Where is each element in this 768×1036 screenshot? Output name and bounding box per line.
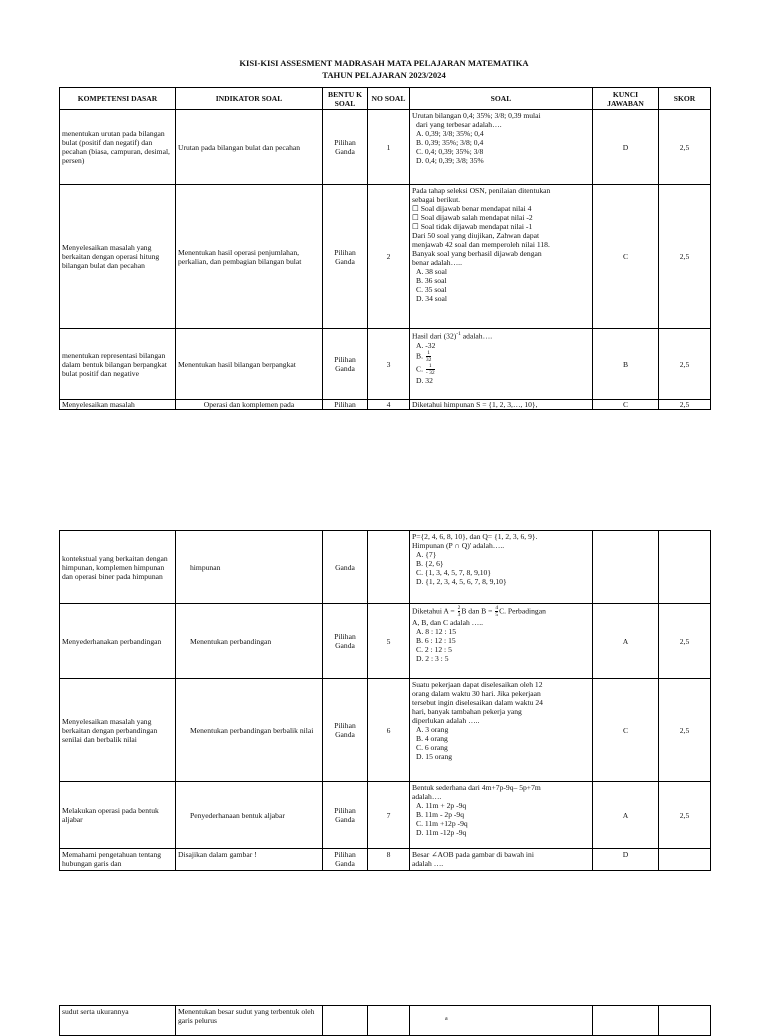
skor-cell: 2,5	[659, 782, 711, 849]
option-c: C. 2 : 12 : 5	[416, 645, 452, 654]
bentuk-cell	[323, 1006, 368, 1036]
kd-cell: Menyelesaikan masalah yang berkaitan dengan perbandingan senilai dan berbalik nilai	[60, 679, 176, 782]
soal-cell	[410, 329, 593, 400]
kunci-cell	[593, 1006, 659, 1036]
col-skor: SKOR	[659, 88, 711, 110]
numerator: 2	[457, 605, 461, 611]
kunci-cell: A	[593, 604, 659, 679]
soal-line: orang dalam waktu 30 hari. Jika pekerjaan	[412, 689, 541, 698]
skor-cell	[659, 1006, 711, 1036]
option-d: D. 34 soal	[416, 294, 448, 303]
soal-cell	[410, 782, 593, 849]
no-cell: 3	[368, 329, 410, 400]
soal-line: Suatu pekerjaan dapat diselesaikan oleh 12	[412, 680, 543, 689]
no-cell: 5	[368, 604, 410, 679]
option-label: C.	[416, 363, 423, 373]
no-cell: 7	[368, 782, 410, 849]
soal-cell	[410, 531, 593, 604]
soal-text: C. Perbadingan	[499, 606, 546, 616]
option-d: D. 0,4; 0,39; 3/8; 35%	[416, 156, 484, 165]
option-a: A. 3 orang	[416, 725, 449, 734]
denominator: 5	[495, 612, 499, 618]
soal-line: P={2, 4, 6, 8, 10}, dan Q= {1, 2, 3, 6, 9}.	[412, 532, 538, 541]
kd-cell: Menyederhanakan perbandingan	[60, 604, 176, 679]
no-cell: 6	[368, 679, 410, 782]
kunci-cell: B	[593, 329, 659, 400]
soal-line: adalah ….	[412, 859, 444, 868]
numerator: 1	[427, 349, 430, 356]
option-c	[412, 363, 590, 376]
table-row	[60, 531, 711, 604]
soal-line: Bentuk sederhana dari 4m+7p-9q– 5p+7m	[412, 783, 541, 792]
soal-text: B dan B =	[461, 606, 493, 616]
kd-cell: Menyelesaikan masalah yang berkaitan dengan operasi hitung bilangan bulat dan pecahan	[60, 185, 176, 329]
bentuk-cell: Pilihan Ganda	[323, 329, 368, 400]
document-title: KISI-KISI ASSESMENT MADRASAH MATA PELAJARAN MATEMATIKA	[239, 58, 529, 68]
option-c: C. 0,4; 0,39; 35%; 3/8	[416, 147, 484, 156]
table-row	[60, 604, 711, 679]
bentuk-cell: Pilihan Ganda	[323, 185, 368, 329]
option-c: C. {1, 3, 4, 5, 7, 8, 9,10}	[416, 568, 492, 577]
exponent: -1	[456, 331, 461, 337]
indikator-cell: Menentukan hasil bilangan berpangkat	[176, 329, 323, 400]
bentuk-cell: Pilihan Ganda	[323, 849, 368, 871]
soal-line: ☐ Soal dijawab benar mendapat nilai 4	[412, 204, 532, 213]
option-c: C. 11m +12p -9q	[416, 819, 468, 828]
skor-cell: 2,5	[659, 110, 711, 185]
kunci-cell: D	[593, 110, 659, 185]
option-c: C. 6 orang	[416, 743, 448, 752]
bentuk-cell: Ganda	[323, 531, 368, 604]
table-row	[60, 1006, 711, 1036]
indikator-cell: Menentukan besar sudut yang terbentuk oleh garis pelurus	[176, 1006, 323, 1036]
soal-line	[412, 605, 590, 618]
soal-cell	[410, 604, 593, 679]
soal-line: benar adalah…..	[412, 258, 462, 267]
option-b	[412, 350, 590, 363]
fraction	[458, 605, 461, 618]
option-b: B. 6 : 12 : 15	[416, 636, 456, 645]
no-cell	[368, 531, 410, 604]
bentuk-cell: Pilihan Ganda	[323, 110, 368, 185]
fraction	[426, 363, 435, 376]
soal-line: ☐ Soal dijawab salah mendapat nilai -2	[412, 213, 533, 222]
soal-line: Besar ∠AOB pada gambar di bawah ini	[412, 850, 534, 859]
kisi-kisi-table-page-2	[59, 530, 711, 871]
bentuk-cell: Pilihan Ganda	[323, 782, 368, 849]
option-a: A. 0,39; 3/8; 35%; 0,4	[416, 129, 484, 138]
table-row	[60, 400, 711, 410]
col-bentuk-soal: BENTU K SOAL	[323, 88, 368, 110]
soal-text: Hasil dari (32)	[412, 331, 457, 341]
soal-line: sebagai berikut.	[412, 195, 461, 204]
skor-cell: 2,5	[659, 604, 711, 679]
skor-cell: 2,5	[659, 400, 711, 410]
option-a: A. 8 : 12 : 15	[416, 627, 457, 636]
kd-cell: Melakukan operasi pada bentuk aljabar	[60, 782, 176, 849]
indikator-cell: Menentukan perbandingan	[176, 604, 323, 679]
indikator-cell: himpunan	[176, 531, 323, 604]
option-a: A. -32	[416, 340, 436, 350]
no-cell	[368, 1006, 410, 1036]
option-d: D. 32	[416, 375, 433, 385]
numerator: 4	[495, 605, 499, 611]
denominator: 32	[425, 356, 432, 363]
table-header-row	[60, 88, 711, 110]
soal-cell	[410, 185, 593, 329]
option-b: B. 4 orang	[416, 734, 448, 743]
soal-line: Dari 50 soal yang diujikan, Zahwan dapat	[412, 231, 540, 240]
kunci-cell	[593, 531, 659, 604]
col-no-soal: NO SOAL	[368, 88, 410, 110]
fraction	[495, 605, 498, 618]
indikator-cell: Urutan pada bilangan bulat dan pecahan	[176, 110, 323, 185]
col-soal: SOAL	[410, 88, 593, 110]
table-row	[60, 185, 711, 329]
indikator-cell: Operasi dan komplemen pada	[176, 400, 323, 410]
kunci-cell: D	[593, 849, 659, 871]
soal-cell	[410, 679, 593, 782]
soal-line: hari, banyak tambahan pekerja yang	[412, 707, 522, 716]
soal-text: Diketahui A =	[412, 606, 455, 616]
kd-cell: Menyelesaikan masalah	[60, 400, 176, 410]
soal-line: Himpunan (P ∩ Q)' adalah…..	[412, 541, 505, 550]
kd-cell: kontekstual yang berkaitan dengan himpunan, komplemen himpunan dan operasi biner pada himpunan	[60, 531, 176, 604]
skor-cell: 2,5	[659, 329, 711, 400]
option-b: B. 36 soal	[416, 276, 447, 285]
kd-cell: Memahami pengetahuan tentang hubungan garis dan	[60, 849, 176, 871]
bentuk-cell: Pilihan Ganda	[323, 604, 368, 679]
kunci-cell: C	[593, 679, 659, 782]
skor-cell	[659, 849, 711, 871]
kd-cell: menentukan urutan pada bilangan bulat (positif dan negatif) dan pecahan (biasa, campuran, desimal, persen)	[60, 110, 176, 185]
soal-cell: a	[410, 1006, 593, 1036]
table-row	[60, 679, 711, 782]
soal-line: Pada tahap seleksi OSN, penilaian ditentukan	[412, 186, 551, 195]
option-b: B. 11m - 2p -9q	[416, 810, 465, 819]
table-row	[60, 110, 711, 185]
numerator: 1	[428, 362, 432, 369]
soal-line: menjawab 42 soal dan memperoleh nilai 118.	[412, 240, 550, 249]
option-b: B. 0,39; 35%; 3/8; 0,4	[416, 138, 484, 147]
bentuk-cell: Pilihan	[323, 400, 368, 410]
kisi-kisi-table-page-3	[59, 1005, 711, 1036]
skor-cell	[659, 531, 711, 604]
option-a: A. 11m + 2p -9q	[416, 801, 467, 810]
option-d: D. 15 orang	[416, 752, 453, 761]
indikator-cell: Penyederhanaan bentuk aljabar	[176, 782, 323, 849]
document-subtitle: TAHUN PELAJARAN 2023/2024	[322, 70, 446, 80]
option-d: D. 11m -12p -9q	[416, 828, 467, 837]
soal-line: tersebut ingin diselesaikan dalam waktu 24	[412, 698, 543, 707]
skor-cell: 2,5	[659, 679, 711, 782]
no-cell: 8	[368, 849, 410, 871]
denominator: 3	[457, 612, 461, 618]
skor-cell: 2,5	[659, 185, 711, 329]
kd-cell: sudut serta ukurannya	[60, 1006, 176, 1036]
option-a: A. {7}	[416, 550, 437, 559]
indikator-cell: Disajikan dalam gambar !	[176, 849, 323, 871]
soal-cell	[410, 849, 593, 871]
option-label: B.	[416, 350, 423, 360]
kunci-cell: A	[593, 782, 659, 849]
denominator: - 32	[425, 369, 435, 376]
soal-line: Banyak soal yang berhasil dijawab dengan	[412, 249, 542, 258]
kd-cell: menentukan representasi bilangan dalam bentuk bilangan berpangkat bulat positif dan negative	[60, 329, 176, 400]
table-row	[60, 849, 711, 871]
no-cell: 4	[368, 400, 410, 410]
soal-cell	[410, 110, 593, 185]
option-b: B. {2, 6}	[416, 559, 444, 568]
col-kunci-jawaban: KUNCI JAWABAN	[593, 88, 659, 110]
option-d: D. 2 : 3 : 5	[416, 654, 449, 663]
option-d: D. {1, 2, 3, 4, 5, 6, 7, 8, 9,10}	[416, 577, 507, 586]
option-c: C. 35 soal	[416, 285, 447, 294]
soal-line: A, B, dan C adalah …..	[412, 618, 484, 627]
soal-line	[412, 330, 590, 341]
option-a: A. 38 soal	[416, 267, 448, 276]
indikator-cell: Menentukan perbandingan berbalik nilai	[176, 679, 323, 782]
col-indikator-soal: INDIKATOR SOAL	[176, 88, 323, 110]
soal-line: diperlukan adalah …..	[412, 716, 480, 725]
soal-text-end: adalah….	[460, 331, 493, 341]
soal-cell: Diketahui himpunan S = {1, 2, 3,…, 10},	[410, 400, 593, 410]
fraction	[426, 350, 432, 363]
no-cell: 2	[368, 185, 410, 329]
no-cell: 1	[368, 110, 410, 185]
soal-line: Urutan bilangan 0,4; 35%; 3/8; 0,39 mulai	[412, 111, 541, 120]
bentuk-cell: Pilihan Ganda	[323, 679, 368, 782]
kunci-cell: C	[593, 185, 659, 329]
soal-line: dari yang terbesar adalah….	[416, 120, 502, 129]
kisi-kisi-table-page-1	[59, 87, 711, 410]
table-row	[60, 782, 711, 849]
soal-line: ☐ Soal tidak dijawab mendapat nilai -1	[412, 222, 533, 231]
table-row	[60, 329, 711, 400]
soal-line: adalah….	[412, 792, 442, 801]
indikator-cell: Menentukan hasil operasi penjumlahan, perkalian, dan pembagian bilangan bulat	[176, 185, 323, 329]
col-kompetensi-dasar: KOMPETENSI DASAR	[60, 88, 176, 110]
kunci-cell: C	[593, 400, 659, 410]
